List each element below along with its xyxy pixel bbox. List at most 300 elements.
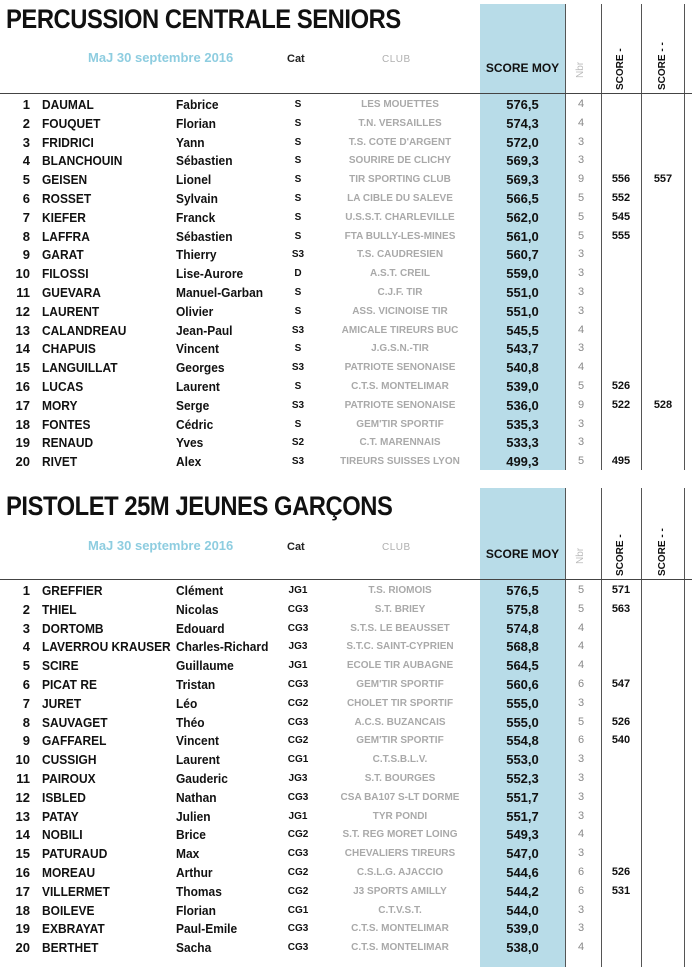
name-cell: SAUVAGET	[42, 714, 108, 730]
rank-cell: 1	[22, 97, 30, 112]
cat-cell: S	[294, 136, 302, 148]
cat-cell: CG2	[287, 867, 309, 878]
club-cell: C.J.F. TIR	[377, 287, 423, 298]
table-row	[0, 208, 692, 227]
score-moy-cell: 545,5	[506, 322, 539, 338]
table-row	[0, 844, 692, 863]
nbr-cell: 6	[577, 866, 585, 878]
nbr-cell: 3	[577, 436, 585, 449]
cat-cell: S3	[291, 324, 305, 336]
header-cat: Cat	[287, 53, 305, 65]
club-cell: U.S.S.T. CHARLEVILLE	[345, 211, 455, 223]
club-cell: TIREURS SUISSES LYON	[340, 456, 460, 468]
nbr-cell: 3	[577, 342, 585, 355]
section-title: PISTOLET 25M JEUNES GARÇONS	[6, 491, 393, 521]
score-moy-cell: 576,5	[506, 583, 539, 598]
score-moy-cell: 544,0	[506, 902, 539, 918]
rank-cell: 6	[22, 191, 30, 206]
section-percussion-centrale-seniors	[0, 0, 692, 472]
firstname-cell: Jean-Paul	[176, 322, 233, 338]
table-row	[0, 377, 692, 396]
nbr-cell: 3	[577, 809, 585, 822]
name-cell: VILLERMET	[42, 883, 110, 899]
club-cell: T.S. RIOMOIS	[368, 585, 432, 596]
cat-cell: CG3	[287, 716, 309, 728]
table-row	[0, 938, 692, 957]
score-1-cell: 540	[611, 734, 631, 747]
header-score-moy: SCORE MOY	[485, 61, 560, 75]
header-score-1: SCORE -	[615, 534, 626, 576]
header-score-2: SCORE - -	[657, 528, 668, 576]
score-moy-cell: 551,0	[506, 303, 539, 319]
header-club: CLUB	[382, 54, 411, 65]
club-cell: T.S. CAUDRESIEN	[356, 249, 444, 261]
table-row	[0, 358, 692, 377]
club-cell: A.C.S. BUZANCAIS	[354, 716, 446, 728]
score-moy-cell: 560,7	[506, 247, 539, 263]
club-cell: ECOLE TIR AUBAGNE	[346, 660, 454, 672]
name-cell: CALANDREAU	[42, 322, 127, 338]
nbr-cell: 9	[577, 173, 585, 186]
firstname-cell: Cédric	[176, 416, 214, 432]
header-nbr: Nbr	[575, 547, 586, 564]
cat-cell: S	[294, 117, 302, 129]
rank-cell: 12	[15, 789, 30, 805]
rank-cell: 5	[22, 658, 30, 674]
table-row	[0, 769, 692, 788]
rank-cell: 7	[22, 695, 30, 711]
club-cell: C.T. MARENNAIS	[359, 437, 441, 449]
table-row	[0, 302, 692, 321]
firstname-cell: Arthur	[176, 865, 213, 880]
rank-cell: 20	[15, 940, 30, 956]
header-score-2: SCORE - -	[657, 42, 668, 90]
rank-cell: 16	[15, 865, 30, 880]
score-moy-cell: 544,2	[506, 883, 539, 899]
cat-cell: CG1	[287, 754, 309, 766]
table-row	[0, 750, 692, 769]
rank-cell: 2	[22, 601, 30, 617]
score-moy-cell: 568,8	[506, 639, 539, 655]
score-1-cell: 531	[611, 884, 631, 897]
name-cell: LAURENT	[42, 303, 100, 319]
score-1-cell: 563	[611, 602, 631, 615]
nbr-cell: 4	[577, 116, 585, 129]
rank-cell: 17	[15, 397, 30, 413]
name-cell: LUCAS	[42, 379, 84, 394]
name-cell: BERTHET	[42, 940, 99, 956]
score-moy-cell: 574,3	[506, 115, 539, 131]
name-cell: FRIDRICI	[42, 134, 94, 150]
firstname-cell: Julien	[176, 808, 211, 824]
score-1-cell: 555	[611, 229, 631, 242]
nbr-cell: 5	[577, 192, 585, 204]
cat-cell: CG3	[287, 603, 309, 615]
score-moy-cell: 559,0	[506, 266, 539, 282]
rank-cell: 4	[22, 153, 30, 169]
name-cell: PATAY	[42, 808, 79, 824]
name-cell: SCIRE	[42, 658, 79, 674]
nbr-cell: 3	[577, 696, 585, 709]
score-moy-cell: 572,0	[506, 134, 539, 150]
cat-cell: S	[294, 99, 302, 110]
table-row	[0, 189, 692, 208]
table-row	[0, 151, 692, 170]
firstname-cell: Edouard	[176, 620, 225, 636]
cat-cell: JG1	[288, 660, 308, 672]
rank-cell: 18	[15, 416, 30, 432]
table-row	[0, 95, 692, 114]
score-1-cell: 571	[611, 584, 631, 596]
firstname-cell: Laurent	[176, 379, 220, 394]
firstname-cell: Yann	[176, 134, 205, 150]
club-cell: GEM'TIR SPORTIF	[356, 679, 444, 690]
cat-cell: JG3	[288, 773, 308, 784]
score-1-cell: 522	[611, 398, 631, 411]
score-moy-cell: 551,7	[506, 789, 539, 805]
rank-cell: 3	[22, 620, 30, 636]
table-row	[0, 600, 692, 619]
firstname-cell: Brice	[176, 827, 206, 843]
score-2-cell: 528	[653, 398, 673, 411]
nbr-cell: 9	[577, 398, 585, 411]
cat-cell: D	[294, 268, 302, 280]
firstname-cell: Clément	[176, 583, 224, 598]
rank-cell: 19	[15, 921, 30, 937]
firstname-cell: Fabrice	[176, 97, 219, 112]
club-cell: J3 SPORTS AMILLY	[353, 885, 447, 897]
club-cell: PATRIOTE SENONAISE	[344, 362, 456, 374]
section-title: PERCUSSION CENTRALE SENIORS	[6, 4, 401, 34]
rank-cell: 7	[22, 209, 30, 225]
club-cell: C.S.L.G. AJACCIO	[356, 867, 444, 878]
table-row	[0, 581, 692, 600]
score-1-cell: 547	[611, 678, 631, 690]
rank-cell: 14	[15, 341, 30, 357]
score-moy-cell: 552,3	[506, 771, 539, 786]
score-moy-cell: 535,3	[506, 416, 539, 432]
header-rule	[0, 579, 692, 580]
score-moy-cell: 539,0	[506, 921, 539, 937]
rank-cell: 8	[22, 714, 30, 730]
rank-cell: 15	[15, 846, 30, 862]
club-cell: C.T.S.B.L.V.	[372, 754, 428, 766]
nbr-cell: 4	[577, 98, 585, 110]
table-row	[0, 637, 692, 656]
score-moy-cell: 561,0	[506, 228, 539, 244]
name-cell: CUSSIGH	[42, 752, 97, 768]
score-moy-cell: 574,8	[506, 620, 539, 636]
nbr-cell: 4	[577, 621, 585, 634]
table-row	[0, 452, 692, 471]
nbr-cell: 5	[577, 602, 585, 615]
table-row	[0, 675, 692, 694]
name-cell: RENAUD	[42, 435, 94, 451]
club-cell: ASS. VICINOISE TIR	[352, 305, 448, 317]
firstname-cell: Laurent	[176, 752, 220, 768]
rank-cell: 9	[22, 733, 30, 749]
firstname-cell: Lionel	[176, 172, 212, 188]
cat-cell: S	[294, 381, 302, 392]
club-cell: PATRIOTE SENONAISE	[344, 399, 456, 411]
score-1-cell: 556	[611, 173, 631, 186]
rank-cell: 11	[16, 285, 30, 300]
rank-cell: 4	[22, 639, 30, 655]
firstname-cell: Nicolas	[176, 601, 219, 617]
rank-cell: 16	[15, 379, 30, 394]
table-row	[0, 901, 692, 920]
score-1-cell: 526	[611, 380, 631, 392]
nbr-cell: 3	[577, 248, 585, 261]
firstname-cell: Nathan	[176, 789, 217, 805]
rank-cell: 1	[22, 583, 30, 598]
score-moy-cell: 566,5	[506, 191, 539, 206]
firstname-cell: Sylvain	[176, 191, 218, 206]
score-moy-cell: 576,5	[506, 97, 539, 112]
rank-cell: 19	[15, 435, 30, 451]
name-cell: CHAPUIS	[42, 341, 96, 357]
club-cell: AMICALE TIREURS BUC	[341, 324, 459, 336]
nbr-cell: 3	[577, 753, 585, 766]
club-cell: C.T.V.S.T.	[378, 904, 422, 916]
rank-cell: 13	[15, 808, 30, 824]
firstname-cell: Guillaume	[176, 658, 234, 674]
rank-cell: 14	[15, 827, 30, 843]
score-1-cell: 552	[611, 192, 631, 204]
firstname-cell: Lise-Aurore	[176, 266, 244, 282]
score-2-cell: 557	[653, 173, 673, 186]
firstname-cell: Tristan	[176, 677, 216, 692]
score-moy-cell: 533,3	[506, 435, 539, 451]
nbr-cell: 4	[577, 659, 585, 672]
cat-cell: S	[294, 155, 302, 167]
club-cell: GEM'TIR SPORTIF	[356, 735, 444, 747]
rank-cell: 10	[15, 752, 30, 768]
club-cell: TYR PONDI	[372, 810, 428, 822]
table-row	[0, 807, 692, 826]
score-1-cell: 526	[611, 866, 631, 878]
rank-cell: 17	[15, 883, 30, 899]
cat-cell: S3	[291, 362, 305, 374]
cat-cell: S2	[291, 437, 305, 449]
cat-cell: S	[294, 211, 302, 223]
table-row	[0, 227, 692, 246]
score-moy-cell: 569,3	[506, 172, 539, 188]
nbr-cell: 5	[577, 210, 585, 223]
name-cell: FOUQUET	[42, 115, 101, 131]
name-cell: GARAT	[42, 247, 84, 263]
table-row	[0, 396, 692, 415]
table-row	[0, 882, 692, 901]
name-cell: KIEFER	[42, 209, 86, 225]
nbr-cell: 3	[577, 304, 585, 317]
cat-cell: CG1	[287, 904, 309, 916]
name-cell: DAUMAL	[42, 97, 94, 112]
cat-cell: CG2	[287, 697, 309, 709]
firstname-cell: Thierry	[176, 247, 217, 263]
header-score-1: SCORE -	[615, 48, 626, 90]
table-row	[0, 694, 692, 713]
score-1-cell: 526	[611, 715, 631, 728]
score-moy-cell: 562,0	[506, 209, 539, 225]
club-cell: J.G.S.N.-TIR	[371, 343, 429, 355]
table-row	[0, 245, 692, 264]
update-date: MaJ 30 septembre 2016	[88, 538, 234, 553]
table-row	[0, 619, 692, 638]
nbr-cell: 5	[577, 380, 585, 392]
score-moy-cell: 569,3	[506, 153, 539, 169]
rank-cell: 2	[22, 115, 30, 131]
cat-cell: S3	[291, 456, 305, 468]
name-cell: PICAT RE	[42, 677, 97, 692]
firstname-cell: Florian	[176, 902, 216, 918]
rank-cell: 18	[15, 902, 30, 918]
table-row	[0, 264, 692, 283]
cat-cell: CG2	[287, 829, 309, 841]
score-moy-cell: 536,0	[506, 397, 539, 413]
firstname-cell: Georges	[176, 360, 225, 376]
firstname-cell: Florian	[176, 115, 216, 131]
rank-cell: 13	[15, 322, 30, 338]
firstname-cell: Alex	[176, 454, 202, 470]
table-row	[0, 919, 692, 938]
cat-cell: S	[294, 287, 302, 298]
nbr-cell: 4	[577, 941, 585, 954]
name-cell: GREFFIER	[42, 583, 103, 598]
cat-cell: S	[294, 230, 302, 242]
table-row	[0, 433, 692, 452]
name-cell: NOBILI	[42, 827, 83, 843]
club-cell: FTA BULLY-LES-MINES	[344, 230, 456, 242]
nbr-cell: 4	[577, 361, 585, 374]
firstname-cell: Charles-Richard	[176, 639, 269, 655]
cat-cell: S	[294, 305, 302, 317]
header-club: CLUB	[382, 542, 411, 553]
firstname-cell: Paul-Emile	[176, 921, 238, 937]
cat-cell: S	[294, 174, 302, 186]
table-row	[0, 863, 692, 882]
rank-cell: 20	[15, 454, 30, 470]
score-moy-cell: 553,0	[506, 752, 539, 768]
rank-cell: 10	[15, 266, 30, 282]
cat-cell: JG1	[288, 810, 308, 822]
club-cell: T.S. COTE D'ARGENT	[348, 136, 452, 148]
rank-cell: 3	[22, 134, 30, 150]
club-cell: TIR SPORTING CLUB	[349, 174, 451, 186]
score-1-cell: 545	[611, 210, 631, 223]
club-cell: CSA BA107 S-LT DORME	[340, 791, 460, 803]
name-cell: GAFFAREL	[42, 733, 107, 749]
nbr-cell: 3	[577, 847, 585, 860]
name-cell: FILOSSI	[42, 266, 89, 282]
score-moy-cell: 549,3	[506, 827, 539, 843]
firstname-cell: Vincent	[176, 733, 219, 749]
club-cell: S.T. BRIEY	[374, 603, 426, 615]
name-cell: BOILEVE	[42, 902, 95, 918]
table-row	[0, 133, 692, 152]
rank-cell: 8	[22, 228, 30, 244]
firstname-cell: Serge	[176, 397, 210, 413]
table-row	[0, 170, 692, 189]
header-rule	[0, 93, 692, 94]
score-moy-cell: 564,5	[506, 658, 539, 674]
header-score-moy: SCORE MOY	[485, 547, 560, 561]
club-cell: S.T.S. LE BEAUSSET	[350, 622, 450, 634]
cat-cell: CG3	[287, 791, 309, 803]
name-cell: PAIROUX	[42, 771, 96, 786]
section-pistolet-25m-jeunes-garcons	[0, 488, 692, 967]
table-row	[0, 656, 692, 675]
cat-cell: CG3	[287, 942, 309, 954]
update-date: MaJ 30 septembre 2016	[88, 50, 234, 65]
table-row	[0, 713, 692, 732]
score-moy-cell: 547,0	[506, 846, 539, 862]
header-cat: Cat	[287, 541, 305, 553]
nbr-cell: 3	[577, 922, 585, 935]
club-cell: T.N. VERSAILLES	[358, 117, 442, 129]
club-cell: SOURIRE DE CLICHY	[348, 155, 452, 167]
name-cell: RIVET	[42, 454, 78, 470]
firstname-cell: Yves	[176, 435, 204, 451]
nbr-cell: 3	[577, 903, 585, 916]
cat-cell: CG2	[287, 885, 309, 897]
name-cell: BLANCHOUIN	[42, 153, 123, 169]
firstname-cell: Gauderic	[176, 771, 228, 786]
name-cell: ROSSET	[42, 191, 92, 206]
score-moy-cell: 544,6	[506, 865, 539, 880]
score-moy-cell: 540,8	[506, 360, 539, 376]
nbr-cell: 5	[577, 455, 585, 468]
firstname-cell: Olivier	[176, 303, 214, 319]
name-cell: LANGUILLAT	[42, 360, 118, 376]
score-1-cell: 495	[611, 455, 631, 468]
rank-cell: 12	[15, 303, 30, 319]
rank-cell: 15	[15, 360, 30, 376]
name-cell: THIEL	[42, 601, 77, 617]
nbr-cell: 3	[577, 417, 585, 430]
rank-cell: 9	[22, 247, 30, 263]
name-cell: EXBRAYAT	[42, 921, 105, 937]
name-cell: FONTES	[42, 416, 91, 432]
cat-cell: CG3	[287, 622, 309, 634]
cat-cell: S	[294, 418, 302, 430]
nbr-cell: 6	[577, 734, 585, 747]
cat-cell: CG3	[287, 923, 309, 935]
score-moy-cell: 551,7	[506, 808, 539, 824]
club-cell: C.T.S. MONTELIMAR	[351, 923, 449, 935]
club-cell: C.T.S. MONTELIMAR	[351, 942, 449, 954]
firstname-cell: Manuel-Garban	[176, 285, 264, 300]
nbr-cell: 5	[577, 584, 585, 596]
score-moy-cell: 551,0	[506, 285, 539, 300]
club-cell: GEM'TIR SPORTIF	[356, 418, 444, 430]
name-cell: ISBLED	[42, 789, 86, 805]
firstname-cell: Vincent	[176, 341, 219, 357]
cat-cell: S3	[291, 249, 305, 261]
name-cell: DORTOMB	[42, 620, 104, 636]
table-row	[0, 321, 692, 340]
nbr-cell: 3	[577, 772, 585, 784]
cat-cell: CG3	[287, 848, 309, 860]
nbr-cell: 6	[577, 884, 585, 897]
cat-cell: S	[294, 343, 302, 355]
header-nbr: Nbr	[575, 61, 586, 78]
name-cell: LAFFRA	[42, 228, 90, 244]
nbr-cell: 4	[577, 323, 585, 336]
score-moy-cell: 554,8	[506, 733, 539, 749]
table-row	[0, 114, 692, 133]
club-cell: S.T. REG MORET LOING	[342, 829, 458, 841]
